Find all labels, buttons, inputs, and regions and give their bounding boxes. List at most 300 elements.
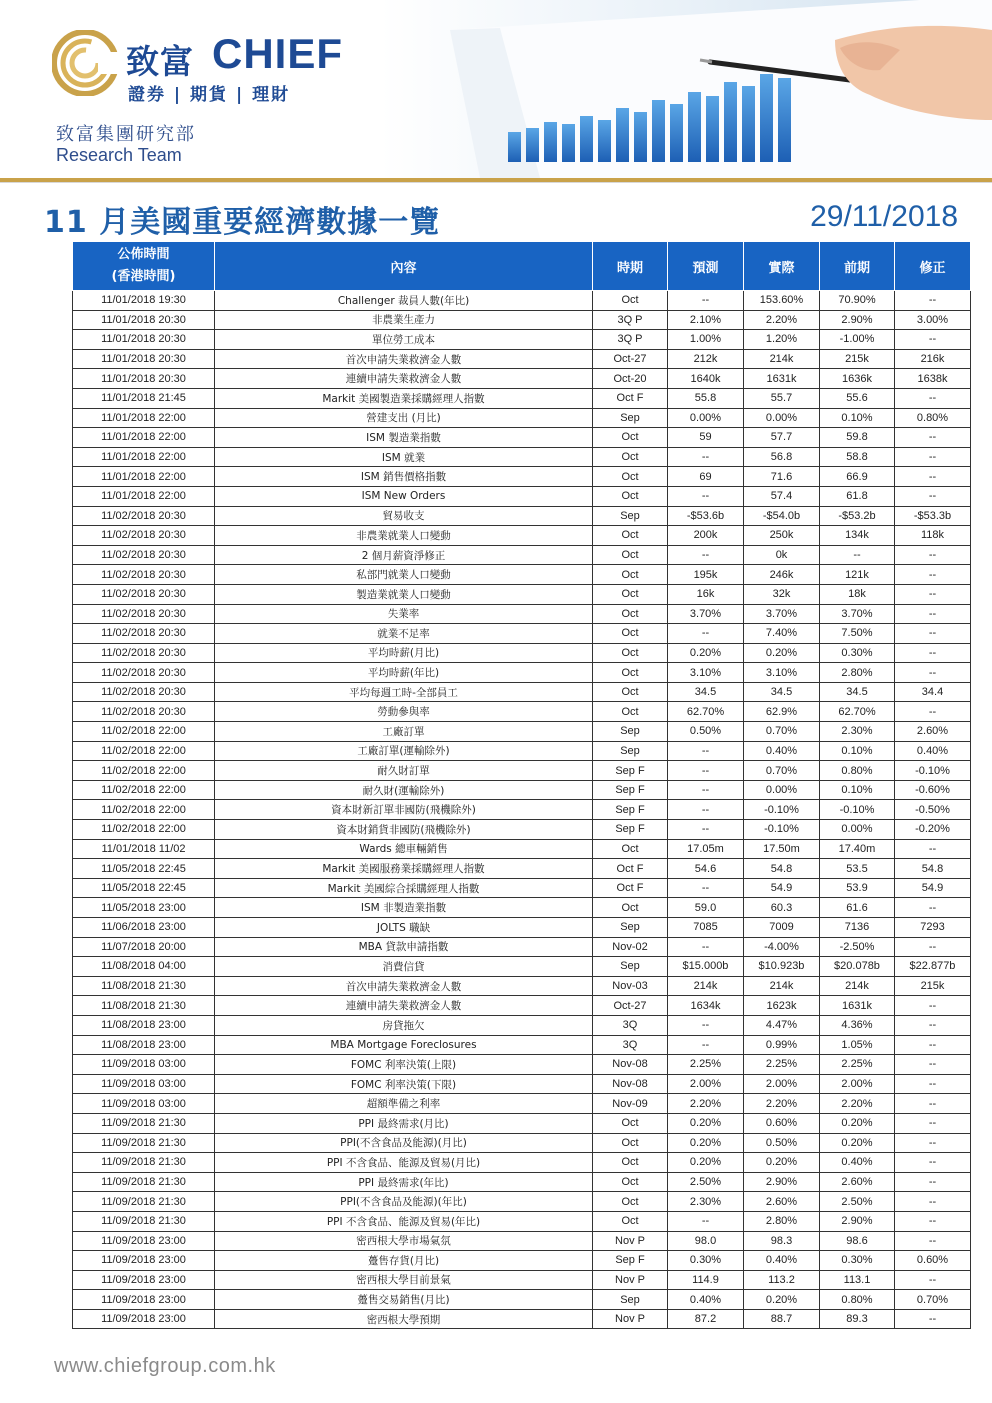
cell-previous: 66.9 [820, 467, 895, 487]
cell-actual: 0.50% [744, 1133, 820, 1153]
cell-content: Wards 總車輛銷售 [215, 839, 593, 859]
table-row [73, 976, 971, 996]
cell-period: 3Q P [593, 330, 668, 350]
economic-data-table [72, 241, 971, 1329]
cell-time: 11/05/2018 22:45 [73, 859, 215, 879]
cell-period: Oct [593, 467, 668, 487]
cell-period: Sep F [593, 761, 668, 781]
cell-actual: 2.25% [744, 1055, 820, 1075]
cell-period: 3Q [593, 1015, 668, 1035]
cell-actual: 2.20% [744, 310, 820, 330]
cell-time: 11/02/2018 20:30 [73, 702, 215, 722]
table-row [73, 369, 971, 389]
cell-time: 11/02/2018 20:30 [73, 663, 215, 683]
cell-period: Oct [593, 1172, 668, 1192]
table-row [73, 1113, 971, 1133]
cell-period: Oct [593, 1211, 668, 1231]
cell-forecast: -- [668, 800, 744, 820]
cell-forecast: -- [668, 780, 744, 800]
cell-time: 11/08/2018 23:00 [73, 1015, 215, 1035]
cell-content: 資本財銷貨非國防(飛機除外) [215, 820, 593, 840]
cell-forecast: 62.70% [668, 702, 744, 722]
cell-time: 11/09/2018 23:00 [73, 1290, 215, 1310]
cell-period: Nov-08 [593, 1055, 668, 1075]
cell-revised: 1638k [895, 369, 971, 389]
cell-previous: 58.8 [820, 447, 895, 467]
cell-previous: 1631k [820, 996, 895, 1016]
cell-revised: -- [895, 388, 971, 408]
cell-forecast: 0.20% [668, 643, 744, 663]
cell-forecast: $15.000b [668, 957, 744, 977]
cell-time: 11/02/2018 22:00 [73, 800, 215, 820]
cell-actual: 71.6 [744, 467, 820, 487]
table-row [73, 388, 971, 408]
cell-time: 11/07/2018 20:00 [73, 937, 215, 957]
cell-forecast: 54.6 [668, 859, 744, 879]
cell-content: MBA 貸款申請指數 [215, 937, 593, 957]
table-row [73, 1309, 971, 1329]
cell-content: ISM 製造業指數 [215, 428, 593, 448]
table-row [73, 604, 971, 624]
column-header-content: 內容 [215, 242, 593, 291]
cell-revised: -- [895, 447, 971, 467]
cell-forecast: 34.5 [668, 682, 744, 702]
cell-revised: -0.10% [895, 761, 971, 781]
table-row [73, 1153, 971, 1173]
cell-forecast: 0.20% [668, 1153, 744, 1173]
cell-previous: 61.8 [820, 486, 895, 506]
cell-period: Sep [593, 918, 668, 938]
table-row [73, 663, 971, 683]
cell-period: Nov-09 [593, 1094, 668, 1114]
cell-period: Sep F [593, 800, 668, 820]
cell-actual: 54.8 [744, 859, 820, 879]
cell-content: 私部門就業人口變動 [215, 565, 593, 585]
cell-content: PPI(不含食品及能源)(年比) [215, 1192, 593, 1212]
cell-forecast: 2.25% [668, 1055, 744, 1075]
table-row [73, 624, 971, 644]
cell-content: 營建支出 (月比) [215, 408, 593, 428]
cell-content: 超額準備之利率 [215, 1094, 593, 1114]
cell-revised: -- [895, 1015, 971, 1035]
cell-forecast: 16k [668, 584, 744, 604]
cell-content: 密西根大學市場氣氛 [215, 1231, 593, 1251]
cell-revised: 0.60% [895, 1251, 971, 1271]
cell-time: 11/09/2018 23:00 [73, 1251, 215, 1271]
cell-period: Oct [593, 526, 668, 546]
cell-actual: 0.20% [744, 643, 820, 663]
cell-forecast: -- [668, 820, 744, 840]
cell-forecast: -- [668, 1035, 744, 1055]
cell-time: 11/01/2018 11/02 [73, 839, 215, 859]
table-row [73, 918, 971, 938]
column-header-time-line1: 公佈時間 [117, 247, 170, 262]
cell-forecast: 2.50% [668, 1172, 744, 1192]
cell-actual: -0.10% [744, 800, 820, 820]
cell-previous: 34.5 [820, 682, 895, 702]
cell-revised: -- [895, 486, 971, 506]
table-row [73, 1055, 971, 1075]
cell-time: 11/02/2018 22:00 [73, 761, 215, 781]
cell-content: 工廠訂單(運輸除外) [215, 741, 593, 761]
column-header-previous: 前期 [820, 242, 895, 291]
cell-time: 11/01/2018 20:30 [73, 330, 215, 350]
cell-actual: 17.50m [744, 839, 820, 859]
table-row [73, 584, 971, 604]
cell-content: ISM 就業 [215, 447, 593, 467]
cell-content: 平均時薪(年比) [215, 663, 593, 683]
cell-forecast: 0.50% [668, 722, 744, 742]
cell-forecast: 59.0 [668, 898, 744, 918]
footer-website: www.chiefgroup.com.hk [54, 1355, 276, 1377]
cell-forecast: 69 [668, 467, 744, 487]
cell-actual: 214k [744, 349, 820, 369]
cell-forecast: 0.20% [668, 1133, 744, 1153]
cell-forecast: 2.10% [668, 310, 744, 330]
cell-forecast: -- [668, 447, 744, 467]
cell-revised: -- [895, 643, 971, 663]
cell-period: Sep [593, 506, 668, 526]
cell-content: Markit 美國綜合採購經理人指數 [215, 878, 593, 898]
cell-period: Sep F [593, 820, 668, 840]
cell-actual: 0.20% [744, 1290, 820, 1310]
cell-previous: 0.00% [820, 820, 895, 840]
cell-revised: 0.40% [895, 741, 971, 761]
cell-previous: 2.90% [820, 1211, 895, 1231]
cell-time: 11/01/2018 21:45 [73, 388, 215, 408]
cell-time: 11/05/2018 23:00 [73, 898, 215, 918]
cell-content: 平均每週工時-全部員工 [215, 682, 593, 702]
table-row [73, 408, 971, 428]
cell-previous: 2.20% [820, 1094, 895, 1114]
cell-forecast: -- [668, 761, 744, 781]
department-english: Research Team [56, 145, 182, 165]
cell-content: 耐久財(運輸除外) [215, 780, 593, 800]
cell-period: Oct [593, 565, 668, 585]
cell-previous: -2.50% [820, 937, 895, 957]
cell-period: Sep [593, 957, 668, 977]
cell-time: 11/09/2018 23:00 [73, 1309, 215, 1329]
cell-revised: -- [895, 1172, 971, 1192]
cell-actual: 153.60% [744, 291, 820, 311]
cell-actual: 34.5 [744, 682, 820, 702]
cell-period: Oct [593, 1113, 668, 1133]
cell-content: PPI 不含食品、能源及貿易(月比) [215, 1153, 593, 1173]
cell-forecast: 212k [668, 349, 744, 369]
cell-time: 11/02/2018 20:30 [73, 545, 215, 565]
cell-period: Nov P [593, 1231, 668, 1251]
table-row [73, 957, 971, 977]
cell-forecast: 1.00% [668, 330, 744, 350]
cell-revised: -- [895, 1133, 971, 1153]
cell-revised: -- [895, 1309, 971, 1329]
table-row [73, 1035, 971, 1055]
cell-content: 密西根大學預期 [215, 1309, 593, 1329]
cell-previous: 2.30% [820, 722, 895, 742]
table-row [73, 682, 971, 702]
cell-actual: 7.40% [744, 624, 820, 644]
cell-forecast: -- [668, 545, 744, 565]
cell-forecast: -- [668, 937, 744, 957]
cell-content: 非農業就業人口變動 [215, 526, 593, 546]
cell-time: 11/08/2018 04:00 [73, 957, 215, 977]
cell-actual: -0.10% [744, 820, 820, 840]
cell-previous: 2.60% [820, 1172, 895, 1192]
cell-time: 11/09/2018 21:30 [73, 1133, 215, 1153]
cell-actual: 0.70% [744, 761, 820, 781]
logo-english-text: CHIEF [212, 30, 343, 77]
cell-content: PPI 最終需求(月比) [215, 1113, 593, 1133]
cell-period: Sep F [593, 780, 668, 800]
cell-revised: 215k [895, 976, 971, 996]
cell-previous: 0.10% [820, 741, 895, 761]
cell-content: 資本財新訂單非國防(飛機除外) [215, 800, 593, 820]
cell-forecast: 1640k [668, 369, 744, 389]
cell-content: 密西根大學目前景氣 [215, 1270, 593, 1290]
cell-revised: 54.8 [895, 859, 971, 879]
cell-time: 11/09/2018 03:00 [73, 1074, 215, 1094]
table-header-row [73, 242, 971, 291]
table-row [73, 486, 971, 506]
cell-forecast: -- [668, 486, 744, 506]
cell-content: 平均時薪(月比) [215, 643, 593, 663]
cell-period: Oct-27 [593, 996, 668, 1016]
cell-content: Markit 美國服務業採購經理人指數 [215, 859, 593, 879]
table-row [73, 1290, 971, 1310]
page-header [0, 0, 992, 178]
cell-period: Oct [593, 1133, 668, 1153]
cell-previous: 18k [820, 584, 895, 604]
cell-previous: 0.20% [820, 1133, 895, 1153]
cell-period: Oct [593, 486, 668, 506]
table-row [73, 1172, 971, 1192]
cell-revised: 216k [895, 349, 971, 369]
cell-time: 11/02/2018 22:00 [73, 722, 215, 742]
cell-revised: -- [895, 1211, 971, 1231]
cell-period: Oct [593, 624, 668, 644]
cell-time: 11/09/2018 21:30 [73, 1113, 215, 1133]
cell-previous: 0.10% [820, 780, 895, 800]
cell-forecast: -- [668, 878, 744, 898]
cell-actual: 4.47% [744, 1015, 820, 1035]
cell-period: Nov-08 [593, 1074, 668, 1094]
cell-time: 11/01/2018 19:30 [73, 291, 215, 311]
cell-actual: 250k [744, 526, 820, 546]
cell-previous: 1636k [820, 369, 895, 389]
cell-previous: 7136 [820, 918, 895, 938]
cell-content: FOMC 利率決策(下限) [215, 1074, 593, 1094]
cell-time: 11/06/2018 23:00 [73, 918, 215, 938]
cell-content: PPI(不含食品及能源)(月比) [215, 1133, 593, 1153]
cell-previous: 214k [820, 976, 895, 996]
cell-content: PPI 不含食品、能源及貿易(年比) [215, 1211, 593, 1231]
cell-revised: -- [895, 1074, 971, 1094]
cell-time: 11/09/2018 03:00 [73, 1094, 215, 1114]
cell-content: 連續申請失業救濟金人數 [215, 369, 593, 389]
cell-previous: 2.80% [820, 663, 895, 683]
cell-actual: 214k [744, 976, 820, 996]
cell-revised: -- [895, 624, 971, 644]
cell-period: Oct [593, 1153, 668, 1173]
cell-revised: -0.60% [895, 780, 971, 800]
cell-time: 11/02/2018 22:00 [73, 741, 215, 761]
cell-actual: 0.40% [744, 741, 820, 761]
cell-period: Oct-20 [593, 369, 668, 389]
table-row [73, 310, 971, 330]
cell-revised: -- [895, 1231, 971, 1251]
cell-revised: 118k [895, 526, 971, 546]
header-chart-illustration [380, 0, 992, 178]
cell-revised: -- [895, 702, 971, 722]
cell-revised: -- [895, 663, 971, 683]
cell-forecast: -$53.6b [668, 506, 744, 526]
cell-actual: 62.9% [744, 702, 820, 722]
cell-previous: 53.5 [820, 859, 895, 879]
cell-forecast: 7085 [668, 918, 744, 938]
cell-content: JOLTS 職缺 [215, 918, 593, 938]
cell-period: Oct F [593, 388, 668, 408]
cell-previous: 2.25% [820, 1055, 895, 1075]
cell-forecast: -- [668, 291, 744, 311]
cell-revised: -- [895, 584, 971, 604]
cell-previous: 55.6 [820, 388, 895, 408]
cell-revised: -- [895, 545, 971, 565]
cell-actual: 7009 [744, 918, 820, 938]
cell-time: 11/08/2018 21:30 [73, 996, 215, 1016]
cell-actual: 3.70% [744, 604, 820, 624]
cell-time: 11/09/2018 21:30 [73, 1211, 215, 1231]
cell-forecast: 59 [668, 428, 744, 448]
cell-period: Oct F [593, 878, 668, 898]
cell-period: 3Q P [593, 310, 668, 330]
cell-period: Oct [593, 604, 668, 624]
cell-actual: 32k [744, 584, 820, 604]
cell-revised: -- [895, 604, 971, 624]
cell-forecast: 2.20% [668, 1094, 744, 1114]
cell-previous: 2.90% [820, 310, 895, 330]
cell-period: Oct [593, 898, 668, 918]
cell-period: Oct [593, 584, 668, 604]
cell-period: Oct [593, 1192, 668, 1212]
cell-forecast: 0.30% [668, 1251, 744, 1271]
table-row [73, 761, 971, 781]
cell-time: 11/02/2018 22:00 [73, 780, 215, 800]
cell-forecast: 114.9 [668, 1270, 744, 1290]
cell-actual: 0k [744, 545, 820, 565]
table-row [73, 780, 971, 800]
cell-content: 躉售交易銷售(月比) [215, 1290, 593, 1310]
cell-period: Oct F [593, 859, 668, 879]
cell-actual: 1623k [744, 996, 820, 1016]
cell-previous: 0.80% [820, 761, 895, 781]
table-row [73, 349, 971, 369]
cell-previous: 2.00% [820, 1074, 895, 1094]
cell-revised: -- [895, 937, 971, 957]
table-row [73, 1251, 971, 1271]
cell-previous: 1.05% [820, 1035, 895, 1055]
cell-revised: -- [895, 1192, 971, 1212]
cell-previous: 0.80% [820, 1290, 895, 1310]
cell-actual: 0.20% [744, 1153, 820, 1173]
table-row [73, 996, 971, 1016]
cell-previous: 17.40m [820, 839, 895, 859]
cell-forecast: 98.0 [668, 1231, 744, 1251]
logo-tagline: 證券 | 期貨 | 理財 [128, 85, 291, 105]
cell-actual: $10.923b [744, 957, 820, 977]
cell-time: 11/02/2018 20:30 [73, 526, 215, 546]
cell-content: ISM 非製造業指數 [215, 898, 593, 918]
cell-time: 11/09/2018 21:30 [73, 1172, 215, 1192]
chief-logo-icon [52, 30, 118, 96]
cell-period: Oct [593, 839, 668, 859]
cell-actual: 0.40% [744, 1251, 820, 1271]
cell-revised: 2.60% [895, 722, 971, 742]
cell-content: MBA Mortgage Foreclosures [215, 1035, 593, 1055]
table-row [73, 898, 971, 918]
cell-actual: 57.7 [744, 428, 820, 448]
cell-revised: $22.877b [895, 957, 971, 977]
cell-forecast: 195k [668, 565, 744, 585]
cell-revised: 7293 [895, 918, 971, 938]
table-row [73, 545, 971, 565]
cell-previous: 7.50% [820, 624, 895, 644]
table-row [73, 937, 971, 957]
cell-revised: -0.50% [895, 800, 971, 820]
cell-time: 11/01/2018 22:00 [73, 408, 215, 428]
cell-content: 就業不足率 [215, 624, 593, 644]
table-row [73, 526, 971, 546]
cell-forecast: 2.00% [668, 1074, 744, 1094]
table-row [73, 447, 971, 467]
cell-content: 非農業生產力 [215, 310, 593, 330]
cell-time: 11/09/2018 03:00 [73, 1055, 215, 1075]
cell-previous: 134k [820, 526, 895, 546]
cell-time: 11/02/2018 20:30 [73, 682, 215, 702]
cell-content: 首次申請失業救濟金人數 [215, 349, 593, 369]
cell-time: 11/02/2018 20:30 [73, 565, 215, 585]
table-row [73, 839, 971, 859]
cell-actual: 2.20% [744, 1094, 820, 1114]
cell-revised: -- [895, 839, 971, 859]
cell-period: Nov P [593, 1309, 668, 1329]
cell-time: 11/08/2018 23:00 [73, 1035, 215, 1055]
cell-time: 11/09/2018 21:30 [73, 1153, 215, 1173]
cell-period: Nov-03 [593, 976, 668, 996]
table-row [73, 643, 971, 663]
cell-content: Challenger 裁員人數(年比) [215, 291, 593, 311]
column-header-period: 時期 [593, 242, 668, 291]
cell-actual: 55.7 [744, 388, 820, 408]
cell-forecast: 0.00% [668, 408, 744, 428]
cell-actual: 60.3 [744, 898, 820, 918]
cell-time: 11/02/2018 20:30 [73, 506, 215, 526]
cell-content: 貿易收支 [215, 506, 593, 526]
cell-revised: -- [895, 291, 971, 311]
table-row [73, 428, 971, 448]
cell-previous: 89.3 [820, 1309, 895, 1329]
cell-period: Oct-27 [593, 349, 668, 369]
cell-time: 11/01/2018 22:00 [73, 447, 215, 467]
cell-previous: 2.50% [820, 1192, 895, 1212]
cell-content: 製造業就業人口變動 [215, 584, 593, 604]
table-row [73, 1211, 971, 1231]
logo-chinese-text: 致富 [126, 42, 194, 81]
cell-content: 躉售存貨(月比) [215, 1251, 593, 1271]
department-chinese: 致富集團研究部 [56, 124, 196, 145]
cell-actual: 3.10% [744, 663, 820, 683]
cell-previous: 59.8 [820, 428, 895, 448]
table-row [73, 878, 971, 898]
